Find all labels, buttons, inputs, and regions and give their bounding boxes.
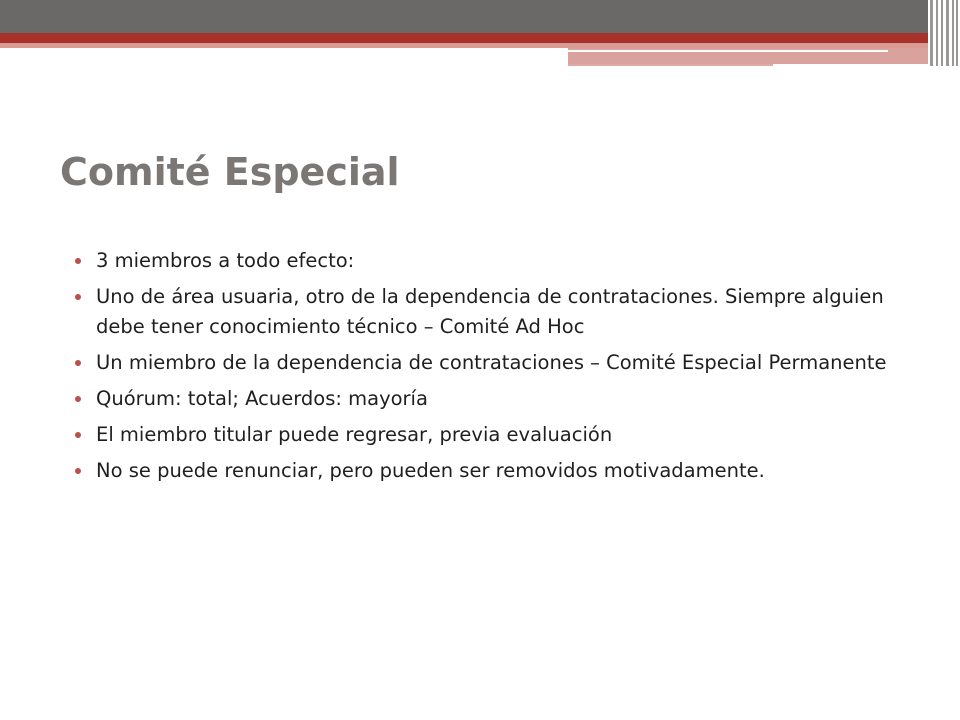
header-red-band [0,33,960,43]
bullet-item: Uno de área usuaria, otro de la dependencia de contrataciones. Siempre alguien debe tener conocimiento técnico – Comité Ad Hoc [72,282,892,342]
header-pink-step-low [568,64,773,66]
bullet-item: Un miembro de la dependencia de contrataciones – Comité Especial Permanente [72,348,892,378]
bullet-item: El miembro titular puede regresar, previa evaluación [72,420,892,450]
bullet-item: 3 miembros a todo efecto: [72,246,892,276]
slide-title: Comité Especial [60,150,400,194]
header-white-line [568,50,888,52]
bullet-list [72,246,892,492]
bullet-item: Quórum: total; Acuerdos: mayoría [72,384,892,414]
bullet-item: No se puede renunciar, pero pueden ser removidos motivadamente. [72,456,892,486]
header-gray-band [0,0,960,33]
header-vertical-lines [928,0,960,66]
